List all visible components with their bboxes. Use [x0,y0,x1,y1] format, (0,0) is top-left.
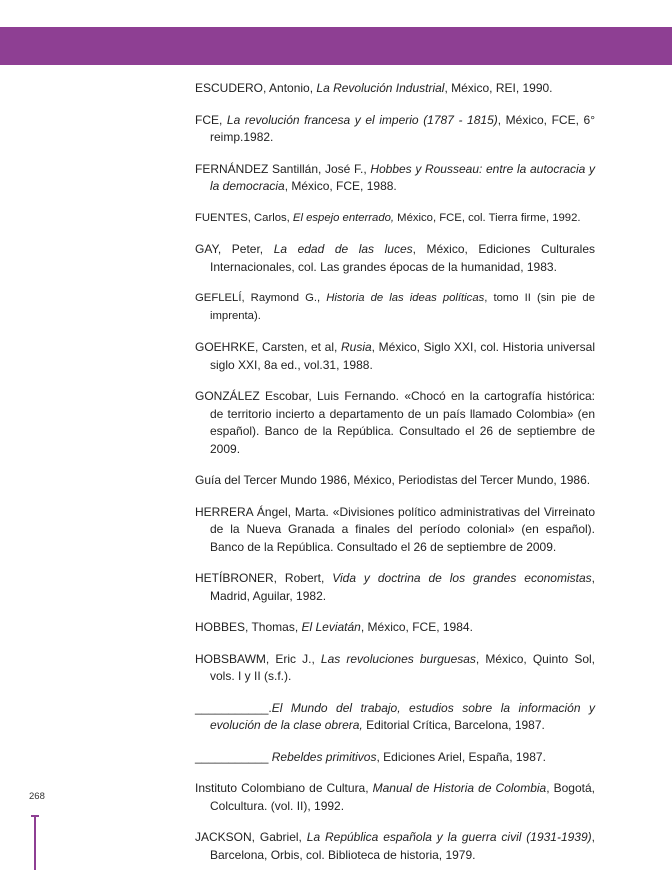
entry-text: Guía del Tercer Mundo 1986, México, Periodistas del Tercer Mundo, 1986. [195,473,591,487]
bibliography-entry [195,472,595,490]
entry-text: GOEHRKE, Carsten, et al, [195,340,341,354]
margin-tick [31,815,39,817]
entry-title: Historia de las ideas políticas [326,292,485,304]
entry-title: Rusia [340,340,372,354]
entry-text: , Barcelona, Orbis, col. Biblioteca de historia, 1979. [210,830,595,862]
entry-text: , México, FCE, 1988. [284,179,397,193]
bibliography-entry [195,80,595,98]
entry-title: El Mundo del trabajo, estudios sobre la información y evolución de la clase obrera, [210,700,595,732]
bibliography-list [195,80,595,878]
entry-title: La revolución francesa y el imperio (1787 - 1815) [226,112,498,127]
bibliography-entry [195,651,595,686]
entry-title: Las revoluciones burguesas [320,651,476,666]
bibliography-entry [195,339,595,374]
entry-text: FERNÁNDEZ Santillán, José F., [195,161,371,176]
entry-text: , México, Siglo XXI, col. Historia universal siglo XXI, 8a ed., vol.31, 1988. [210,340,595,372]
entry-text: , México, Ediciones Culturales Internacionales, col. Las grandes épocas de la humanidad, 1983. [210,242,595,274]
entry-title: La Revolución Industrial [316,81,445,95]
entry-text: , Bogotá, Colcultura. (vol. II), 1992. [210,781,595,813]
entry-title: Manual de Historia de Colombia [372,781,547,795]
header-band [0,27,672,65]
entry-text: ESCUDERO, Antonio, [195,81,317,95]
entry-title: El Leviatán [301,620,361,634]
entry-text: HOBBES, Thomas, [195,620,302,634]
bibliography-entry [195,290,595,325]
entry-text: Editorial Crítica, Barcelona, 1987. [362,718,545,732]
entry-text: HERRERA Ángel, Marta. «Divisiones político administrativas del Virreinato de la Nueva Granada a finales del período colonial» (en español). Banco de la República. Consultado el 26 de septiembre de 2009. [195,504,595,554]
entry-text: , tomo II (sin pie de imprenta). [210,292,595,322]
entry-title: La República española y la guerra civil (1931-1939) [306,830,592,844]
entry-text: , Madrid, Aguilar, 1982. [210,571,595,603]
entry-text: JACKSON, Gabriel, [195,830,307,844]
bibliography-entry [195,780,595,815]
entry-title: La edad de las luces [273,242,413,256]
page-number: 268 [29,791,45,802]
entry-text: GAY, Peter, [195,242,274,256]
entry-text: , Ediciones Ariel, España, 1987. [376,749,546,764]
margin-rule [34,815,36,870]
entry-text: GEFLELÍ, Raymond G., [195,292,327,304]
entry-text: México, FCE, col. Tierra firme, 1992. [394,211,581,224]
entry-text: , México, FCE, 1984. [360,620,473,634]
bibliography-entry [195,388,595,458]
entry-text: HETÍBRONER, Robert, [195,571,333,585]
bibliography-entry [195,112,595,147]
entry-text: ___________ [195,749,272,764]
entry-text: HOBSBAWM, Eric J., [195,651,321,666]
entry-text: FCE, [195,112,227,127]
entry-title: Vida y doctrina de los grandes economistas [332,571,592,585]
bibliography-entry [195,210,595,228]
entry-title: Hobbes y Rousseau: entre la autocracia y la democracia [210,161,595,193]
entry-title: El espejo enterrado, [292,211,395,224]
bibliography-entry [195,570,595,605]
bibliography-entry [195,700,595,735]
entry-text: Instituto Colombiano de Cultura, [195,781,373,795]
bibliography-entry [195,829,595,864]
entry-text: , México, FCE, 6° reimp.1982. [210,112,595,144]
entry-text: ___________. [195,700,272,715]
bibliography-entry [195,161,595,196]
bibliography-entry [195,619,595,637]
bibliography-entry [195,241,595,276]
bibliography-entry [195,749,595,767]
entry-text: FUENTES, Carlos, [195,211,293,224]
entry-title: Rebeldes primitivos [271,749,377,764]
bibliography-entry [195,504,595,557]
entry-text: , México, Quinto Sol, vols. I y II (s.f.). [210,651,595,683]
entry-text: GONZÁLEZ Escobar, Luis Fernando. «Chocó en la cartografía histórica: de territorio incierto a departamento de un país llamado Colombia» (en español). Banco de la República. Consultado el 26 de septiembre de 2009. [195,389,595,456]
entry-text: , México, REI, 1990. [444,81,553,95]
